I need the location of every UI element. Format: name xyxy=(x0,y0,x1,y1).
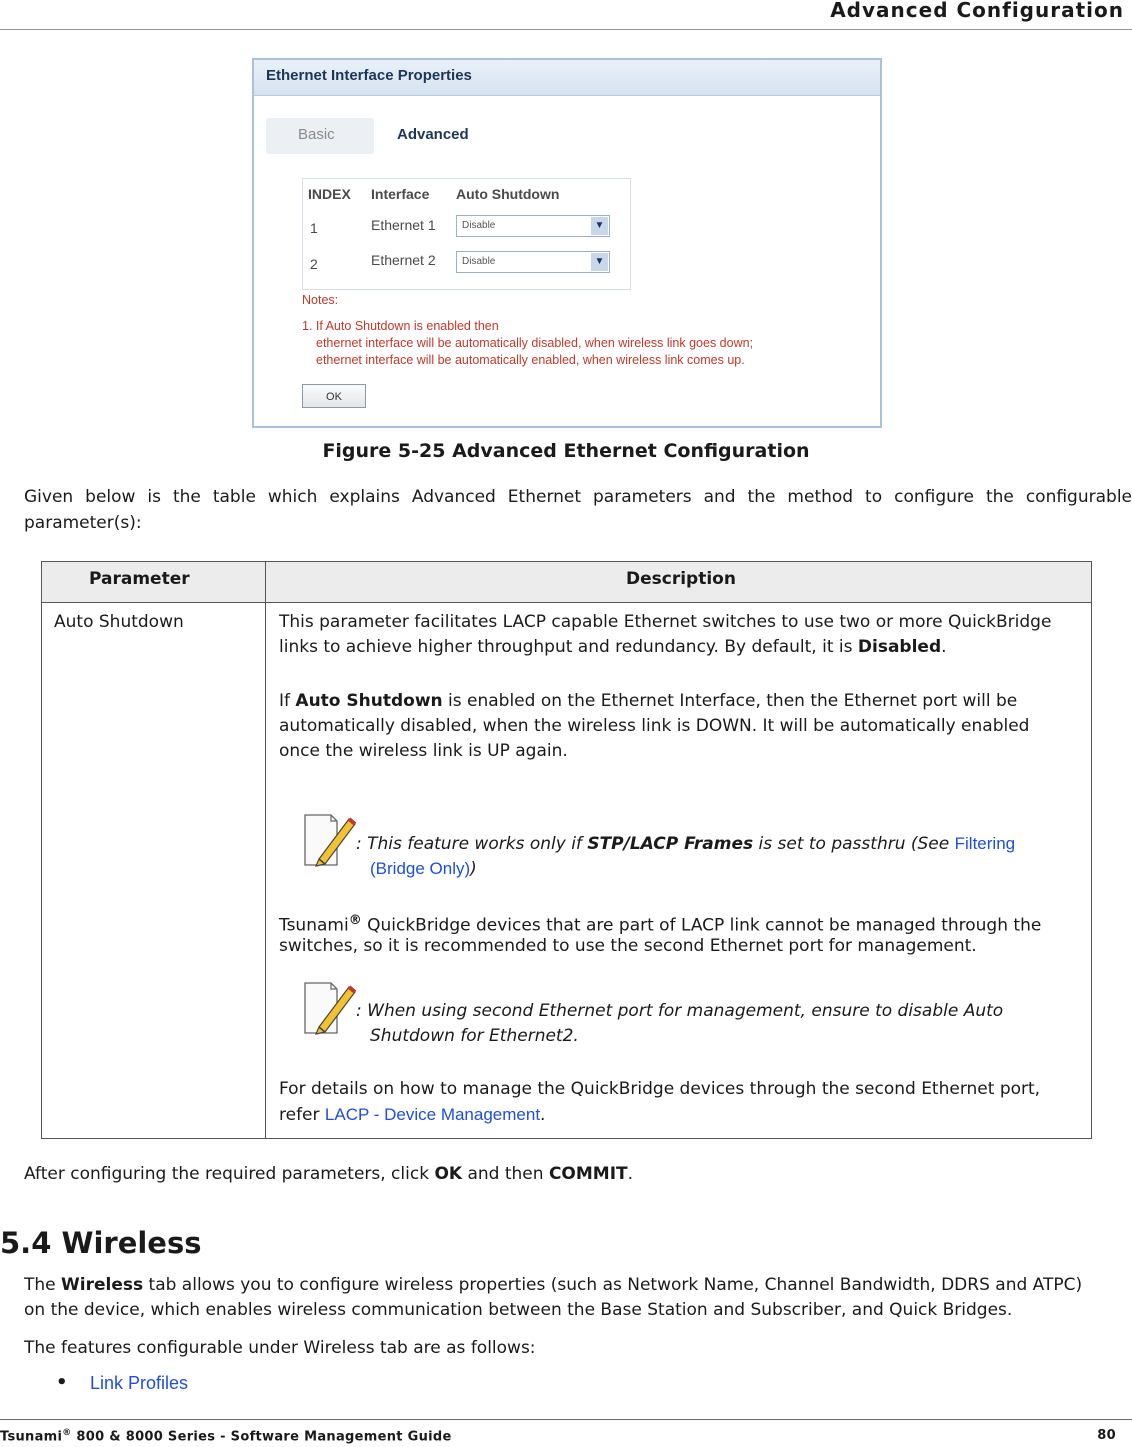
note-line-2: ethernet interface will be automatically disabled, when wireless link goes down; xyxy=(316,336,754,350)
table-header-row xyxy=(41,561,1092,603)
after-config-text: After configuring the required parameters, click OK and then COMMIT. xyxy=(24,1164,634,1184)
col-index: INDEX xyxy=(308,186,351,202)
page-number: 80 xyxy=(1097,1428,1116,1443)
tab-advanced[interactable]: Advanced xyxy=(397,126,469,143)
notes-title: Notes: xyxy=(302,293,339,307)
desc-p3-line1: Tsunami® QuickBridge devices that are part of LACP link cannot be managed through the xyxy=(279,913,1042,936)
note-1-line1: : This feature works only if STP/LACP Frames is set to passthru (See Filtering xyxy=(356,834,1016,854)
note-pencil-icon xyxy=(303,809,357,869)
panel-title: Ethernet Interface Properties xyxy=(254,60,880,96)
intro-line-1: Given below is the table which explains Advanced Ethernet parameters and the method to configure the configurable xyxy=(24,487,1132,507)
row-2-interface: Ethernet 2 xyxy=(371,252,436,268)
desc-p4-line2: refer LACP - Device Management. xyxy=(279,1105,546,1125)
bridge-only-link[interactable]: (Bridge Only) xyxy=(370,859,471,878)
desc-p1-line1: This parameter facilitates LACP capable Ethernet switches to use two or more QuickBridge xyxy=(279,612,1052,632)
row-2-index: 2 xyxy=(310,256,318,272)
lacp-device-management-link[interactable]: LACP - Device Management xyxy=(324,1105,541,1124)
chevron-down-icon[interactable]: ▼ xyxy=(591,253,608,271)
note-pencil-icon xyxy=(303,977,357,1037)
row-1-interface: Ethernet 1 xyxy=(371,217,436,233)
note-2-line1: : When using second Ethernet port for management, ensure to disable Auto xyxy=(356,1001,1004,1021)
filtering-link[interactable]: Filtering xyxy=(954,834,1016,853)
section-p1-line1: The Wireless tab allows you to configure wireless properties (such as Network Name, Channel Bandwidth, DDRS and ATPC) xyxy=(24,1275,1083,1295)
ethernet-properties-screenshot xyxy=(252,58,882,428)
note-line-1: 1. If Auto Shutdown is enabled then xyxy=(302,319,499,333)
note-2-line2: Shutdown for Ethernet2. xyxy=(370,1026,579,1046)
note-1-line2: (Bridge Only)) xyxy=(370,859,477,879)
auto-shutdown-value-1: Disable xyxy=(462,220,496,231)
auto-shutdown-value-2: Disable xyxy=(462,256,496,267)
footer-title: Tsunami® 800 & 8000 Series - Software Management Guide xyxy=(0,1428,452,1445)
param-name: Auto Shutdown xyxy=(54,612,184,632)
parameter-table xyxy=(41,561,1092,1139)
column-divider xyxy=(265,561,266,1139)
note-line-3: ethernet interface will be automatically enabled, when wireless link comes up. xyxy=(316,353,745,367)
figure-caption: Figure 5-25 Advanced Ethernet Configuration xyxy=(322,440,810,462)
chevron-down-icon[interactable]: ▼ xyxy=(591,217,608,235)
section-heading: 5.4 Wireless xyxy=(0,1226,202,1260)
desc-p1-line2: links to achieve higher throughput and redundancy. By default, it is Disabled. xyxy=(279,637,947,657)
link-profiles-link[interactable]: Link Profiles xyxy=(90,1373,189,1393)
ok-button[interactable]: OK xyxy=(302,384,366,408)
auto-shutdown-select-1[interactable] xyxy=(456,215,610,237)
col-interface: Interface xyxy=(371,186,430,202)
auto-shutdown-select-2[interactable] xyxy=(456,251,610,273)
intro-line-2: parameter(s): xyxy=(24,513,142,533)
desc-p3-line2: switches, so it is recommended to use the second Ethernet port for management. xyxy=(279,936,977,956)
header-divider xyxy=(0,29,1132,30)
footer-divider xyxy=(0,1419,1132,1420)
header-description: Description xyxy=(626,569,736,589)
header-parameter: Parameter xyxy=(89,569,190,589)
desc-p2-line3: once the wireless link is UP again. xyxy=(279,741,568,761)
section-p2: The features configurable under Wireless tab are as follows: xyxy=(24,1338,536,1358)
col-auto-shutdown: Auto Shutdown xyxy=(456,186,560,202)
running-header: Advanced Configuration xyxy=(830,0,1124,22)
desc-p2-line1: If Auto Shutdown is enabled on the Ethernet Interface, then the Ethernet port will be xyxy=(279,691,1018,711)
row-1-index: 1 xyxy=(310,220,318,236)
desc-p4-line1: For details on how to manage the QuickBridge devices through the second Ethernet port, xyxy=(279,1079,1041,1099)
desc-p2-line2: automatically disabled, when the wireless link is DOWN. It will be automatically enabled xyxy=(279,716,1030,736)
tab-basic[interactable]: Basic xyxy=(298,126,335,143)
table-body xyxy=(41,603,1092,1139)
section-p1-line2: on the device, which enables wireless communication between the Base Station and Subscriber, and Quick Bridges. xyxy=(24,1300,1013,1320)
bullet-icon: • xyxy=(56,1372,68,1393)
